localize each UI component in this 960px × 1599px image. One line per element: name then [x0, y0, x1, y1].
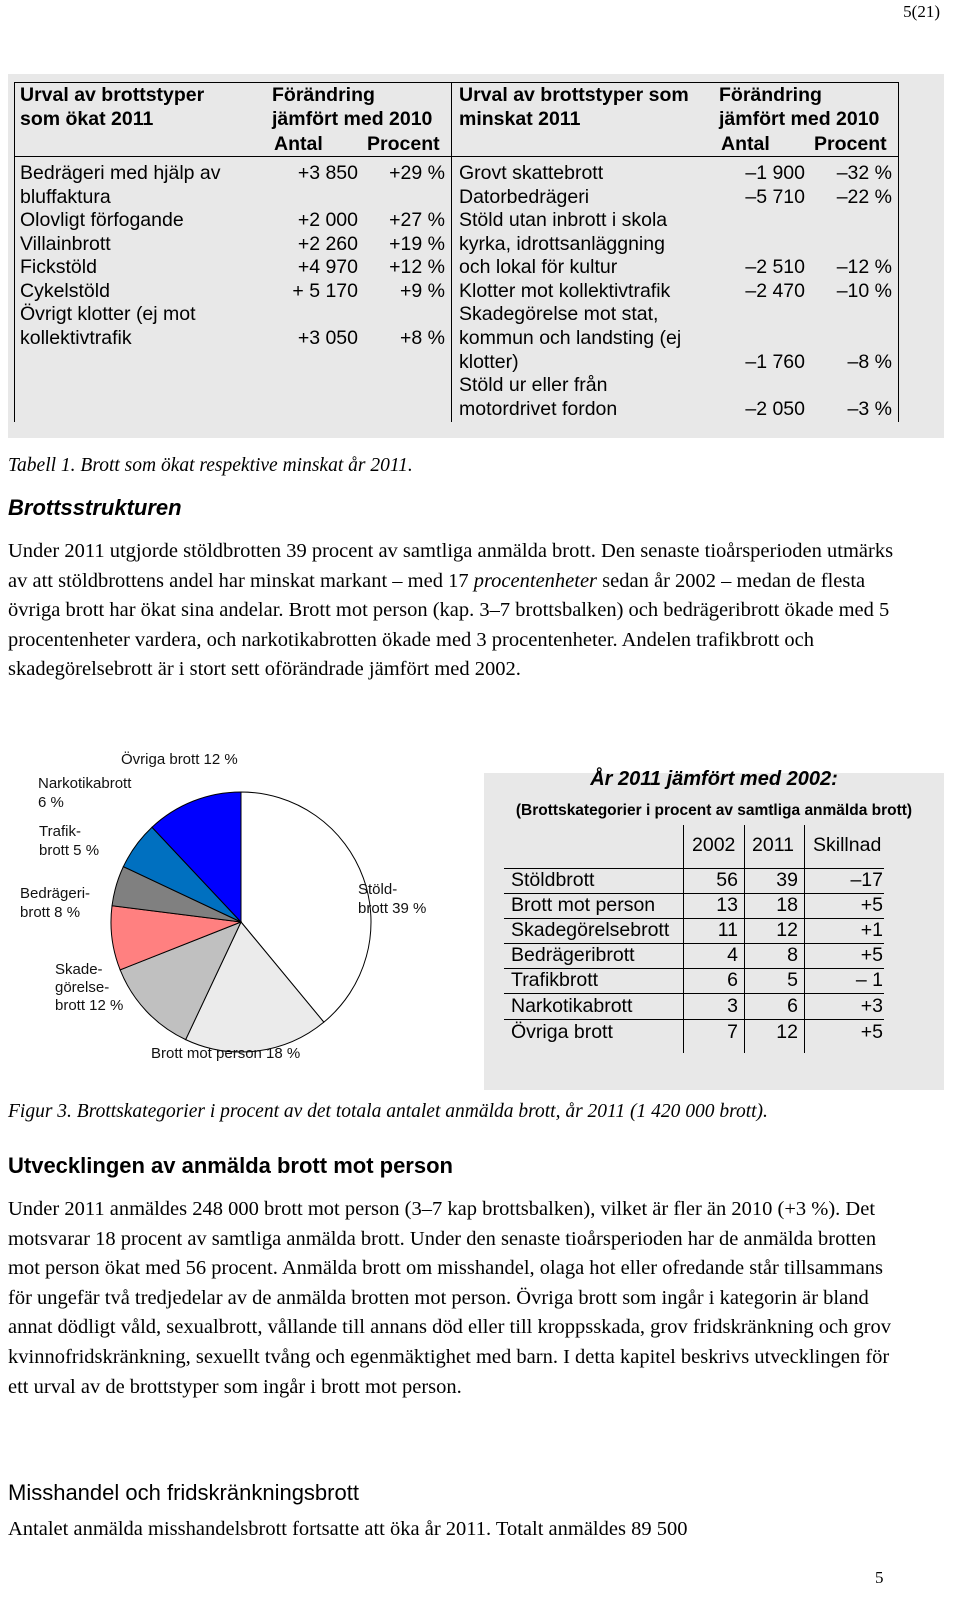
right-row-name: motordrivet fordon: [459, 398, 618, 420]
right-col-antal: Antal: [721, 133, 770, 155]
right-row-count: –2 470: [745, 280, 805, 302]
left-header-line-1: Urval av brottstyper: [20, 84, 205, 106]
table-brott-okat-minskat: [8, 74, 944, 438]
left-col-antal: Antal: [274, 133, 323, 155]
right-row-name: Grovt skattebrott: [459, 162, 604, 184]
table-line: [14, 82, 899, 83]
table-line: [504, 993, 884, 994]
table-line: [14, 82, 15, 422]
para1-text-a: Under 2011 utgjorde stöldbrotten 39 procent av samtliga anmälda brott. Den senaste tioårsperioden utmärks av att stöldbrottens andel har minskat markant – med 17: [8, 540, 894, 592]
left-row-count: +4 970: [297, 256, 358, 278]
pie-label-bedrageri-2: brott 8 %: [20, 904, 81, 921]
table2-row-name: Stöldbrott: [511, 869, 595, 891]
right-row-name: kyrka, idrottsanläggning: [459, 233, 665, 255]
left-row-name: Bedrägeri med hjälp av: [20, 162, 221, 184]
left-row-pct: +27 %: [389, 209, 445, 231]
page-number-bottom: 5: [875, 1568, 884, 1587]
left-row-pct: +12 %: [389, 256, 445, 278]
table2-row-name: Brott mot person: [511, 894, 656, 916]
left-row-count: +2 260: [297, 233, 358, 255]
right-row-count: –2 050: [745, 398, 805, 420]
right-row-count: –5 710: [745, 186, 805, 208]
figure3-caption: Figur 3. Brottskategorier i procent av det totala antalet anmälda brott, år 2011 (1 420 000 brott).: [8, 1101, 768, 1122]
pie-label-stold-2: brott 39 %: [358, 900, 427, 917]
left-row-pct: +19 %: [389, 233, 445, 255]
left-row-name: kollektivtrafik: [20, 327, 132, 349]
right-row-name: och lokal för kultur: [459, 256, 618, 278]
table2-row-name: Skadegörelsebrott: [511, 919, 670, 941]
right-row-pct: –8 %: [847, 351, 892, 373]
para3-text: Antalet anmälda misshandelsbrott fortsatte att öka år 2011. Totalt anmäldes 89 500: [8, 1518, 688, 1540]
table2-row-name: Narkotikabrott: [511, 995, 633, 1017]
table1-caption: Tabell 1. Brott som ökat respektive minskat år 2011.: [8, 455, 413, 476]
para1-text-italic: procentenheter: [473, 569, 598, 592]
table2-row-2011: 5: [787, 969, 798, 991]
left-row-name: Villainbrott: [20, 233, 111, 255]
table2-header-skillnad: Skillnad: [813, 834, 882, 856]
heading-misshandel: Misshandel och fridskränkningsbrott: [8, 1480, 359, 1505]
table-line: [504, 1019, 884, 1020]
left-row-count: +3 850: [297, 162, 358, 184]
table2-row-diff: +5: [860, 1021, 883, 1043]
table2-row-2002: 11: [717, 919, 738, 941]
left-row-name: Fickstöld: [20, 256, 97, 278]
table2-row-diff: +5: [860, 944, 883, 966]
left-change-header-1: Förändring: [272, 84, 375, 106]
right-row-name: Datorbedrägeri: [459, 186, 590, 208]
table2-row-2011: 39: [776, 869, 798, 891]
right-row-pct: –12 %: [836, 256, 892, 278]
table2-row-name: Trafikbrott: [511, 969, 599, 991]
left-row-count: +2 000: [297, 209, 358, 231]
table2-row-name: Övriga brott: [511, 1021, 613, 1043]
right-row-name: Skadegörelse mot stat,: [459, 303, 659, 325]
right-row-name: Klotter mot kollektivtrafik: [459, 280, 671, 302]
right-col-procent: Procent: [814, 133, 887, 155]
right-row-name: klotter): [459, 351, 519, 373]
table2-row-2011: 12: [776, 919, 798, 941]
right-row-name: Stöld utan inbrott i skola: [459, 209, 668, 231]
table2-row-2002: 4: [727, 944, 738, 966]
right-row-name: Stöld ur eller från: [459, 374, 608, 396]
table2-header-2002: 2002: [692, 834, 736, 856]
left-col-procent: Procent: [367, 133, 440, 155]
left-row-name: bluffaktura: [20, 186, 111, 208]
left-row-count: + 5 170: [292, 280, 358, 302]
left-row-name: Övrigt klotter (ej mot: [20, 303, 196, 325]
pie-label-ovriga: Övriga brott 12 %: [121, 751, 238, 768]
right-row-pct: –10 %: [836, 280, 892, 302]
table2-row-2011: 8: [787, 944, 798, 966]
pie-label-skade-3: brott 12 %: [55, 997, 124, 1014]
table-line: [451, 82, 452, 422]
table2-row-diff: +3: [860, 995, 883, 1017]
table2-row-2011: 12: [776, 1021, 798, 1043]
page-number-top: 5(21): [903, 2, 940, 21]
table2-row-2011: 18: [776, 894, 798, 916]
right-row-count: –1 900: [745, 162, 805, 184]
table2-row-2002: 6: [727, 969, 738, 991]
heading-brott-mot-person: Utvecklingen av anmälda brott mot person: [8, 1153, 453, 1178]
left-row-pct: +8 %: [400, 327, 445, 349]
pie-label-narkotika-1: Narkotikabrott: [38, 775, 132, 792]
heading-brottsstrukturen: Brottsstrukturen: [8, 495, 182, 520]
right-row-count: –2 510: [745, 256, 805, 278]
pie-label-person: Brott mot person 18 %: [151, 1045, 301, 1062]
paragraph-misshandel: [8, 1515, 908, 1545]
paragraph-brott-mot-person: [8, 1195, 908, 1402]
right-row-pct: –32 %: [836, 162, 892, 184]
right-row-pct: –3 %: [847, 398, 892, 420]
pie-label-narkotika-2: 6 %: [38, 794, 64, 811]
right-change-header-1: Förändring: [719, 84, 822, 106]
right-header-line-2: minskat 2011: [459, 108, 581, 130]
left-row-name: Olovligt förfogande: [20, 209, 184, 231]
pie-label-skade-2: görelse-: [55, 979, 110, 996]
left-row-name: Cykelstöld: [20, 280, 110, 302]
pie-chart: [8, 751, 480, 1092]
para2-text: Under 2011 anmäldes 248 000 brott mot person (3–7 kap brottsbalken), vilket är fler än 2010 (+3 %). Det motsvarar 18 procent av samtliga anmälda brott. Under den senaste tioårsperioden har de anmälda brotten mot person ökat med 56 procent. Anmälda brott om misshandel, olaga hot eller ofredande står tillsammans för ungefär två tredjedelar av de anmälda brotten mot person. Övriga brott som ingår i kategorin är bland annat dödligt våld, sexualbrott, vållande till annans död eller till kroppsskada, grov fridskränkning och grov kvinnofridskränkning, sexuellt tvång och egenmäktighet med barn. I detta kapitel beskrivs utvecklingen för ett urval av de brottstyper som ingår i brott mot person.: [8, 1198, 892, 1398]
pie-chart-svg: [8, 762, 480, 1092]
table2-row-diff: – 1: [855, 969, 883, 991]
table2-row-2011: 6: [787, 995, 798, 1017]
right-header-line-1: Urval av brottstyper som: [459, 84, 689, 106]
pie-label-trafik-1: Trafik-: [39, 823, 81, 840]
pie-label-bedrageri-1: Bedrägeri-: [20, 885, 91, 902]
table2-row-diff: +1: [860, 919, 883, 941]
table-line: [898, 82, 899, 422]
left-row-pct: +29 %: [389, 162, 445, 184]
table2-title: År 2011 jämfört med 2002:: [590, 768, 838, 790]
para1-text-c: sedan år 2002 – medan de flesta övriga brott har ökat sina andelar. Brott mot person (kap. 3–7 brottsbalken) och bedrägeribrott ökade med 5 procentenheter vardera, och narkotikabrotten ökade med 3 procentenheter. Andelen trafikbrott och skadegörelsebrott är i stort sett oförändrade jämfört med 2002.: [8, 569, 890, 681]
pie-label-skade-1: Skade-: [55, 961, 103, 978]
table2-row-2002: 3: [727, 995, 738, 1017]
right-row-count: –1 760: [745, 351, 805, 373]
right-change-header-2: jämfört med 2010: [719, 108, 880, 130]
table2-row-2002: 13: [716, 894, 738, 916]
right-row-pct: –22 %: [836, 186, 892, 208]
table2-subtitle: (Brottskategorier i procent av samtliga anmälda brott): [515, 802, 913, 819]
table-jamforelse-2002: [484, 768, 944, 1090]
table2-row-2002: 7: [727, 1021, 738, 1043]
table2-row-2002: 56: [716, 869, 738, 891]
table2-row-name: Bedrägeribrott: [511, 944, 635, 966]
table2-row-diff: –17: [850, 869, 883, 891]
left-row-count: +3 050: [297, 327, 358, 349]
paragraph-brottsstrukturen: [8, 537, 908, 685]
table2-row-diff: +5: [860, 894, 883, 916]
left-header-line-2: som ökat 2011: [20, 108, 154, 130]
pie-label-trafik-2: brott 5 %: [39, 842, 100, 859]
right-row-name: kommun och landsting (ej: [459, 327, 682, 349]
left-change-header-2: jämfört med 2010: [272, 108, 433, 130]
table2-header-2011: 2011: [752, 834, 794, 856]
pie-label-stold-1: Stöld-: [358, 881, 398, 898]
left-row-pct: +9 %: [400, 280, 445, 302]
